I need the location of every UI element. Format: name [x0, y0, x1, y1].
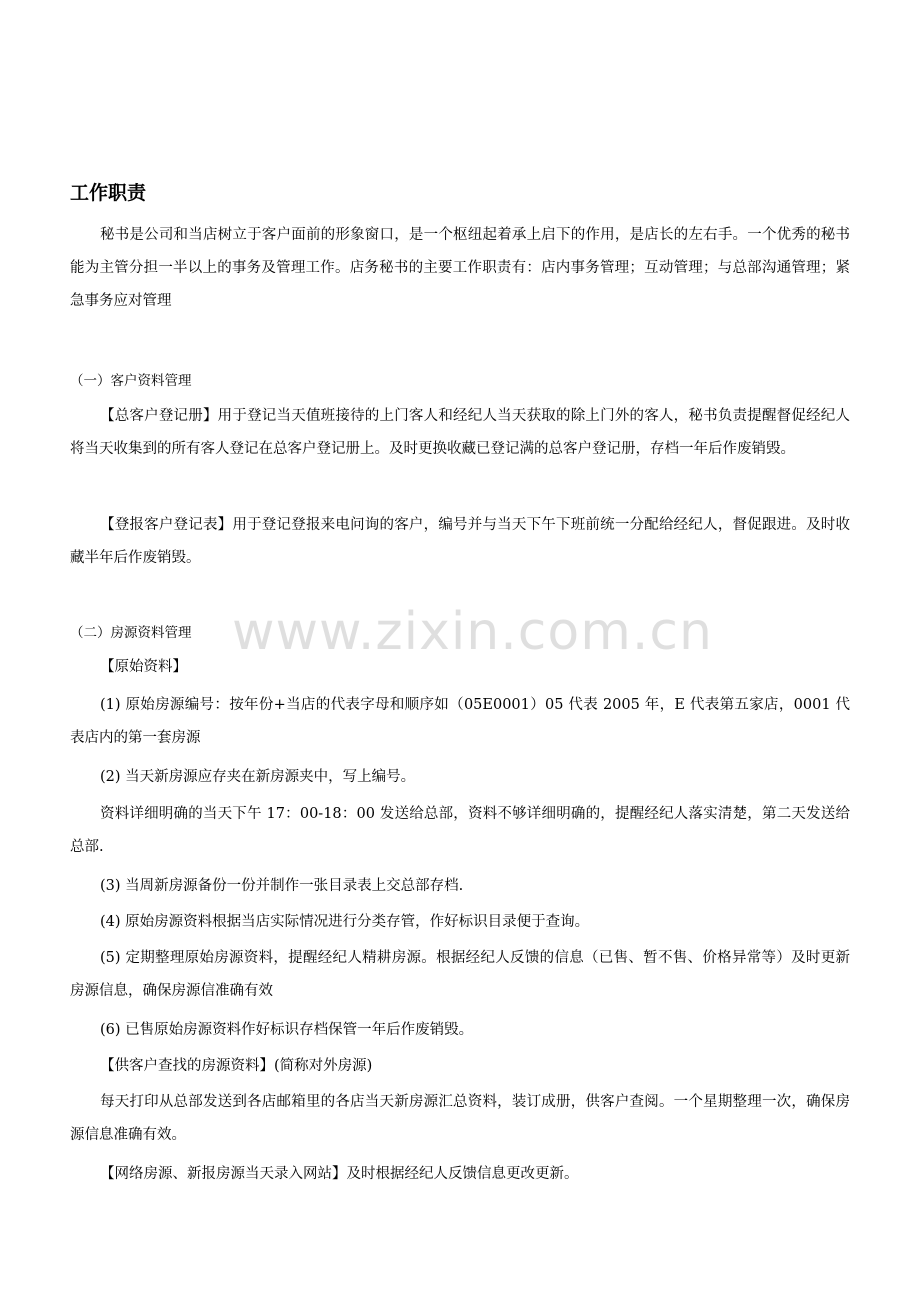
online-listings-paragraph: 【网络房源、新报房源当天录入网站】及时根据经纪人反馈信息更改更新。: [100, 1166, 579, 1182]
section-heading-property-data: （二）房源资料管理: [70, 625, 192, 641]
list-item-2-note: 资料详细明确的当天下午 17：00-18：00 发送给总部，资料不够详细明确的，提醒经纪人落实清楚，第二天发送给总部.: [70, 806, 850, 855]
section-heading-customer-data: （一）客户资料管理: [70, 373, 192, 389]
intro-paragraph: 秘书是公司和当店树立于客户面前的形象窗口，是一个枢纽起着承上启下的作用，是店长的左右手。一个优秀的秘书能为主管分担一半以上的事务及管理工作。店务秘书的主要工作职责有：店内事务管理；互动管理；与总部沟通管理；紧急事务应对管理: [70, 227, 850, 309]
list-item-5: (5) 定期整理原始房源资料，提醒经纪人精耕房源。根据经纪人反馈的信息（已售、暂不售、价格异常等）及时更新房源信息，确保房源信准确有效: [70, 950, 850, 999]
list-item-1: (1) 原始房源编号：按年份+当店的代表字母和顺序如（05E0001）05 代表 2005 年，E 代表第五家店，0001 代表店内的第一套房源: [70, 697, 850, 746]
page-title: 工作职责: [70, 182, 147, 204]
list-item-3: (3) 当周新房源备份一份并制作一张目录表上交总部存档.: [100, 878, 464, 894]
list-item-2: (2) 当天新房源应存夹在新房源夹中，写上编号。: [100, 769, 416, 785]
subheading-original-data: 【原始资料】: [100, 659, 187, 675]
subheading-external-listings: 【供客户查找的房源资料】(简称对外房源): [100, 1058, 373, 1074]
general-customer-register-paragraph: 【总客户登记册】用于登记当天值班接待的上门客人和经纪人当天获取的除上门外的客人，秘书负责提醒督促经纪人将当天收集到的所有客人登记在总客户登记册上。及时更换收藏已登记满的总客户登记册，存档一年后作废销毁。: [70, 408, 850, 457]
external-listings-paragraph: 每天打印从总部发送到各店邮箱里的各店当天新房源汇总资料，装订成册，供客户查阅。一个星期整理一次，确保房源信息准确有效。: [70, 1094, 850, 1143]
newspaper-customer-register-paragraph: 【登报客户登记表】用于登记登报来电问询的客户，编号并与当天下午下班前统一分配给经纪人，督促跟进。及时收藏半年后作废销毁。: [70, 517, 850, 566]
list-item-4: (4) 原始房源资料根据当店实际情况进行分类存管，作好标识目录便于查询。: [100, 914, 590, 930]
watermark-text: www.zixin.com.cn: [232, 602, 713, 662]
list-item-6: (6) 已售原始房源资料作好标识存档保管一年后作废销毁。: [100, 1022, 474, 1038]
